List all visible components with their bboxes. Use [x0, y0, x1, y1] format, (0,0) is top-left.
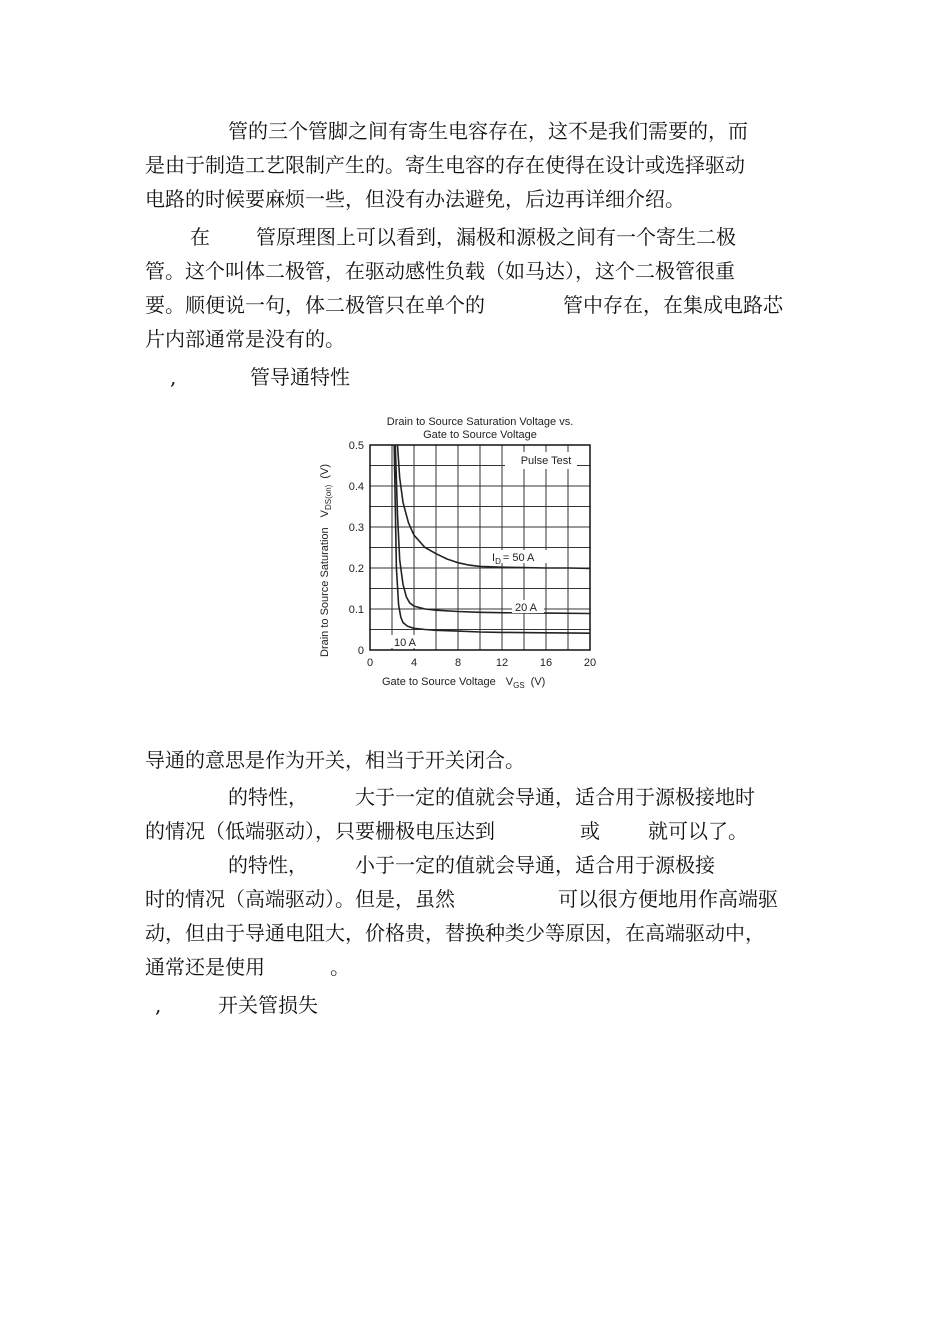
y-tick-label: 0.5: [348, 440, 364, 452]
chart-series: [394, 445, 590, 633]
text-fragment: 或: [580, 819, 600, 843]
x-axis-sub: GS: [513, 681, 525, 690]
text-line: 通常还是使用: [145, 955, 265, 979]
y-tick-label: 0: [357, 645, 364, 657]
x-axis-symbol: V: [505, 676, 514, 688]
y-tick-label: 0.2: [348, 563, 364, 575]
label-20a: 20 A: [515, 602, 538, 614]
section-heading: 开关管损失: [218, 993, 318, 1017]
chart-grid: [370, 445, 590, 650]
y-axis-label: [319, 464, 333, 657]
chart-subtitle: Gate to Source Voltage: [423, 429, 537, 441]
text-line: 导通的意思是作为开关，相当于开关闭合。: [145, 748, 525, 772]
section-heading-mark: ,: [170, 365, 177, 389]
x-tick-label: 4: [410, 657, 418, 669]
text-fragment: 在: [190, 225, 210, 249]
text-fragment: 的特性，: [228, 785, 308, 809]
x-tick-label: 12: [495, 657, 509, 669]
text-line: 电路的时候要麻烦一些，但没有办法避免，后边再详细介绍。: [145, 187, 685, 211]
y-axis-sub: DS(on): [324, 484, 333, 511]
text-line: 的情况（低端驱动），只要栅极电压达到: [145, 819, 495, 843]
text-line: 管。这个叫体二极管，在驱动感性负载（如马达），这个二极管很重: [145, 259, 735, 283]
y-tick-label: 0.1: [348, 604, 364, 616]
x-tick-label: 20: [583, 657, 597, 669]
text-line: 要。顺便说一句，体二极管只在单个的: [145, 293, 485, 317]
label-50a-prefix: I: [492, 552, 496, 564]
text-line: 管的三个管脚之间有寄生电容存在，这不是我们需要的，而: [228, 119, 748, 143]
text-fragment: 就可以了。: [648, 819, 748, 843]
y-axis-label-text: Drain to Source Saturation: [319, 527, 331, 657]
x-tick-label: 8: [454, 657, 462, 669]
text-line: 大于一定的值就会导通，适合用于源极接地时: [355, 785, 755, 809]
label-50a-text: = 50 A: [502, 552, 535, 564]
chart-title: Drain to Source Saturation Voltage vs.: [386, 416, 574, 428]
text-line: 动，但由于导通电阻大，价格贵，替换种类少等原因，在高端驱动中，: [145, 921, 765, 945]
x-tick-label: 16: [539, 657, 553, 669]
label-50a-sub: D: [495, 557, 501, 566]
text-fragment: 可以很方便地用作高端驱: [558, 887, 778, 911]
text-line: 管原理图上可以看到，漏极和源极之间有一个寄生二极: [256, 225, 736, 249]
text-line: 片内部通常是没有的。: [145, 327, 345, 351]
text-line: 是由于制造工艺限制产生的。寄生电容的存在使得在设计或选择驱动: [145, 153, 745, 177]
series-line-10a: [394, 445, 590, 633]
x-tick-label: 0: [366, 657, 374, 669]
y-axis-unit: (V): [319, 464, 331, 479]
y-tick-label: 0.4: [348, 481, 364, 493]
y-tick-label: 0.3: [348, 522, 364, 534]
label-10a: 10 A: [394, 637, 417, 649]
x-axis-unit: (V): [530, 676, 546, 688]
saturation-voltage-chart: [310, 405, 610, 700]
text-line: 时的情况（高端驱动）。但是，虽然: [145, 887, 455, 911]
x-axis-label: [382, 676, 545, 690]
text-line: 小于一定的值就会导通，适合用于源极接: [355, 853, 715, 877]
x-axis-label-text: Gate to Source Voltage: [382, 676, 496, 688]
legend-pulse-test: Pulse Test: [520, 455, 572, 467]
section-heading-mark: ,: [155, 993, 162, 1017]
text-fragment: 。: [330, 955, 350, 979]
y-axis-symbol: V: [319, 510, 331, 518]
text-fragment: 的特性，: [228, 853, 308, 877]
text-fragment: 管中存在，在集成电路芯: [563, 293, 783, 317]
section-heading: 管导通特性: [250, 365, 350, 389]
